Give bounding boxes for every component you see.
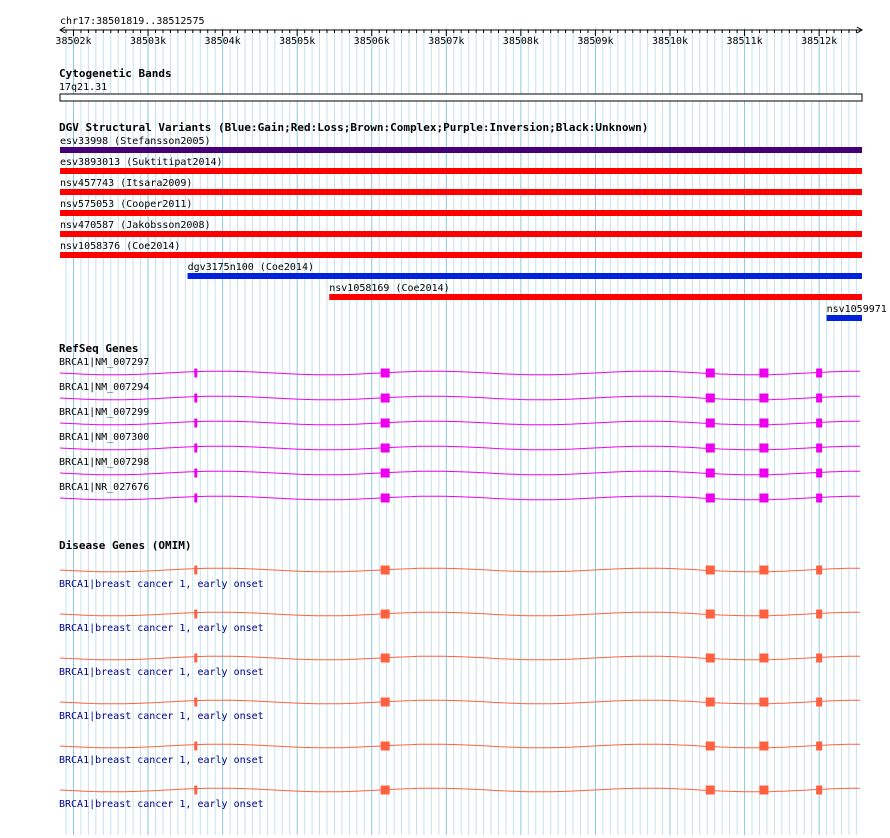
gene-exon-block[interactable] [759, 610, 768, 619]
gene-intron-line[interactable] [60, 496, 860, 500]
cytoband-bar[interactable] [60, 94, 862, 101]
gene-exon-block[interactable] [816, 419, 822, 428]
gene-exon-block[interactable] [816, 444, 822, 453]
gene-exon-block[interactable] [759, 786, 768, 795]
gene-exon-block[interactable] [381, 654, 390, 663]
dgv-variant-bar[interactable] [60, 189, 862, 195]
gene-exon-block[interactable] [816, 610, 822, 619]
gene-exon-block[interactable] [759, 444, 768, 453]
gene-exon-block[interactable] [381, 610, 390, 619]
omim-disease-label[interactable]: BRCA1|breast cancer 1, early onset [59, 711, 264, 722]
gene-intron-line[interactable] [60, 446, 860, 450]
dgv-variant-bar[interactable] [329, 294, 862, 300]
dgv-variant-label: nsv470587 (Jakobsson2008) [60, 220, 211, 231]
gene-exon-block[interactable] [706, 394, 715, 403]
dgv-variant-label: nsv1059971 [826, 304, 887, 315]
refseq-track-title: RefSeq Genes [59, 342, 139, 355]
ruler-tick-label: 38507k [428, 36, 465, 47]
gene-exon-block[interactable] [194, 742, 197, 751]
gene-exon-block[interactable] [706, 369, 715, 378]
gene-exon-block[interactable] [194, 566, 197, 575]
ruler-tick-label: 38503k [129, 36, 167, 47]
gene-exon-block[interactable] [381, 369, 390, 378]
gene-exon-block[interactable] [759, 654, 768, 663]
gene-exon-block[interactable] [194, 698, 197, 707]
gene-exon-block[interactable] [816, 394, 822, 403]
omim-disease-label[interactable]: BRCA1|breast cancer 1, early onset [59, 755, 264, 766]
ruler-tick-label: 38504k [204, 36, 241, 47]
gene-exon-block[interactable] [816, 698, 822, 707]
gene-exon-block[interactable] [706, 566, 715, 575]
ruler-tick-label: 38506k [353, 36, 390, 47]
omim-track [59, 539, 860, 810]
gene-exon-block[interactable] [706, 494, 715, 503]
ruler-tick-label: 38511k [726, 36, 763, 47]
gene-exon-block[interactable] [381, 698, 390, 707]
gene-exon-block[interactable] [381, 786, 390, 795]
gene-exon-block[interactable] [194, 394, 197, 403]
gene-exon-block[interactable] [706, 698, 715, 707]
gene-exon-block[interactable] [759, 494, 768, 503]
omim-disease-label[interactable]: BRCA1|breast cancer 1, early onset [59, 579, 264, 590]
gene-intron-line[interactable] [60, 471, 860, 475]
ruler-tick-label: 38509k [577, 36, 614, 47]
coordinate-ruler [55, 16, 862, 47]
gene-exon-block[interactable] [759, 469, 768, 478]
gene-exon-block[interactable] [816, 469, 822, 478]
gene-exon-block[interactable] [194, 610, 197, 619]
gene-exon-block[interactable] [381, 444, 390, 453]
gene-intron-line[interactable] [60, 744, 860, 748]
gene-intron-line[interactable] [60, 788, 860, 792]
gene-exon-block[interactable] [194, 369, 197, 378]
cytogenetic-track-title: Cytogenetic Bands [59, 67, 172, 80]
gene-exon-block[interactable] [759, 566, 768, 575]
omim-disease-label[interactable]: BRCA1|breast cancer 1, early onset [59, 799, 264, 810]
gene-intron-line[interactable] [60, 700, 860, 704]
dgv-variant-bar[interactable] [60, 168, 862, 174]
gene-exon-block[interactable] [759, 394, 768, 403]
gene-exon-block[interactable] [816, 786, 822, 795]
dgv-variant-bar[interactable] [188, 273, 862, 279]
dgv-variant-bar[interactable] [60, 147, 862, 153]
ruler-tick-label: 38508k [502, 36, 539, 47]
gene-exon-block[interactable] [381, 566, 390, 575]
gene-exon-block[interactable] [706, 610, 715, 619]
gene-exon-block[interactable] [816, 369, 822, 378]
gene-exon-block[interactable] [706, 654, 715, 663]
gene-exon-block[interactable] [381, 419, 390, 428]
gene-exon-block[interactable] [381, 494, 390, 503]
gene-exon-block[interactable] [381, 742, 390, 751]
gene-exon-block[interactable] [706, 444, 715, 453]
dgv-variant-label: esv33998 (Stefansson2005) [60, 136, 211, 147]
ruler-tick-label: 38502k [55, 36, 92, 47]
omim-track-title: Disease Genes (OMIM) [59, 539, 192, 552]
gene-exon-block[interactable] [706, 786, 715, 795]
refseq-transcript-label[interactable]: BRCA1|NM_007297 [59, 357, 150, 368]
gene-exon-block[interactable] [816, 494, 822, 503]
cytoband-label[interactable]: 17q21.31 [59, 82, 108, 93]
refseq-transcript-label[interactable]: BRCA1|NM_007299 [59, 407, 150, 418]
gene-exon-block[interactable] [759, 369, 768, 378]
refseq-transcript-label[interactable]: BRCA1|NR_027676 [59, 482, 150, 493]
dgv-track-title: DGV Structural Variants (Blue:Gain;Red:Loss;Brown:Complex;Purple:Inversion;Black:Unknown) [59, 121, 649, 134]
cytogenetic-track [59, 67, 862, 101]
dgv-variant-label: nsv1058376 (Coe2014) [60, 241, 181, 252]
ruler-tick-label: 38510k [651, 36, 689, 47]
ruler-tick-label: 38505k [279, 36, 316, 47]
dgv-variant-label: nsv457743 (Itsara2009) [60, 178, 193, 189]
gene-exon-block[interactable] [816, 742, 822, 751]
dgv-variant-bar[interactable] [827, 315, 862, 321]
gene-exon-block[interactable] [706, 469, 715, 478]
omim-disease-label[interactable]: BRCA1|breast cancer 1, early onset [59, 667, 264, 678]
gene-exon-block[interactable] [194, 786, 197, 795]
gene-exon-block[interactable] [194, 419, 197, 428]
gene-exon-block[interactable] [381, 394, 390, 403]
dgv-variant-bar[interactable] [60, 210, 862, 216]
dgv-variant-label: esv3893013 (Suktitipat2014) [60, 157, 223, 168]
dgv-variant-label: dgv3175n100 (Coe2014) [187, 262, 315, 273]
dgv-variant-label: nsv575053 (Cooper2011) [60, 199, 193, 210]
refseq-track [59, 342, 860, 503]
gene-exon-block[interactable] [706, 419, 715, 428]
gene-exon-block[interactable] [381, 469, 390, 478]
gene-exon-block[interactable] [194, 469, 197, 478]
dgv-variant-label: nsv1058169 (Coe2014) [329, 283, 450, 294]
refseq-transcript-label[interactable]: BRCA1|NM_007294 [59, 382, 150, 393]
refseq-transcript-label[interactable]: BRCA1|NM_007300 [59, 432, 150, 443]
gene-exon-block[interactable] [194, 444, 197, 453]
gene-intron-line[interactable] [60, 421, 860, 425]
dgv-variant-bar[interactable] [60, 252, 862, 258]
gene-intron-line[interactable] [60, 568, 860, 572]
gene-exon-block[interactable] [759, 742, 768, 751]
gene-exon-block[interactable] [706, 742, 715, 751]
gene-exon-block[interactable] [816, 566, 822, 575]
gene-intron-line[interactable] [60, 656, 860, 660]
ruler-tick-label: 38512k [801, 36, 838, 47]
dgv-variant-bar[interactable] [60, 231, 862, 237]
omim-disease-label[interactable]: BRCA1|breast cancer 1, early onset [59, 623, 264, 634]
gene-exon-block[interactable] [194, 654, 197, 663]
gene-intron-line[interactable] [60, 371, 860, 375]
gene-intron-line[interactable] [60, 612, 860, 616]
region-label: chr17:38501819..38512575 [60, 16, 205, 27]
gene-exon-block[interactable] [759, 698, 768, 707]
gene-exon-block[interactable] [759, 419, 768, 428]
gene-intron-line[interactable] [60, 396, 860, 400]
gene-exon-block[interactable] [194, 494, 197, 503]
refseq-transcript-label[interactable]: BRCA1|NM_007298 [59, 457, 150, 468]
gene-exon-block[interactable] [816, 654, 822, 663]
dgv-track [59, 121, 887, 321]
